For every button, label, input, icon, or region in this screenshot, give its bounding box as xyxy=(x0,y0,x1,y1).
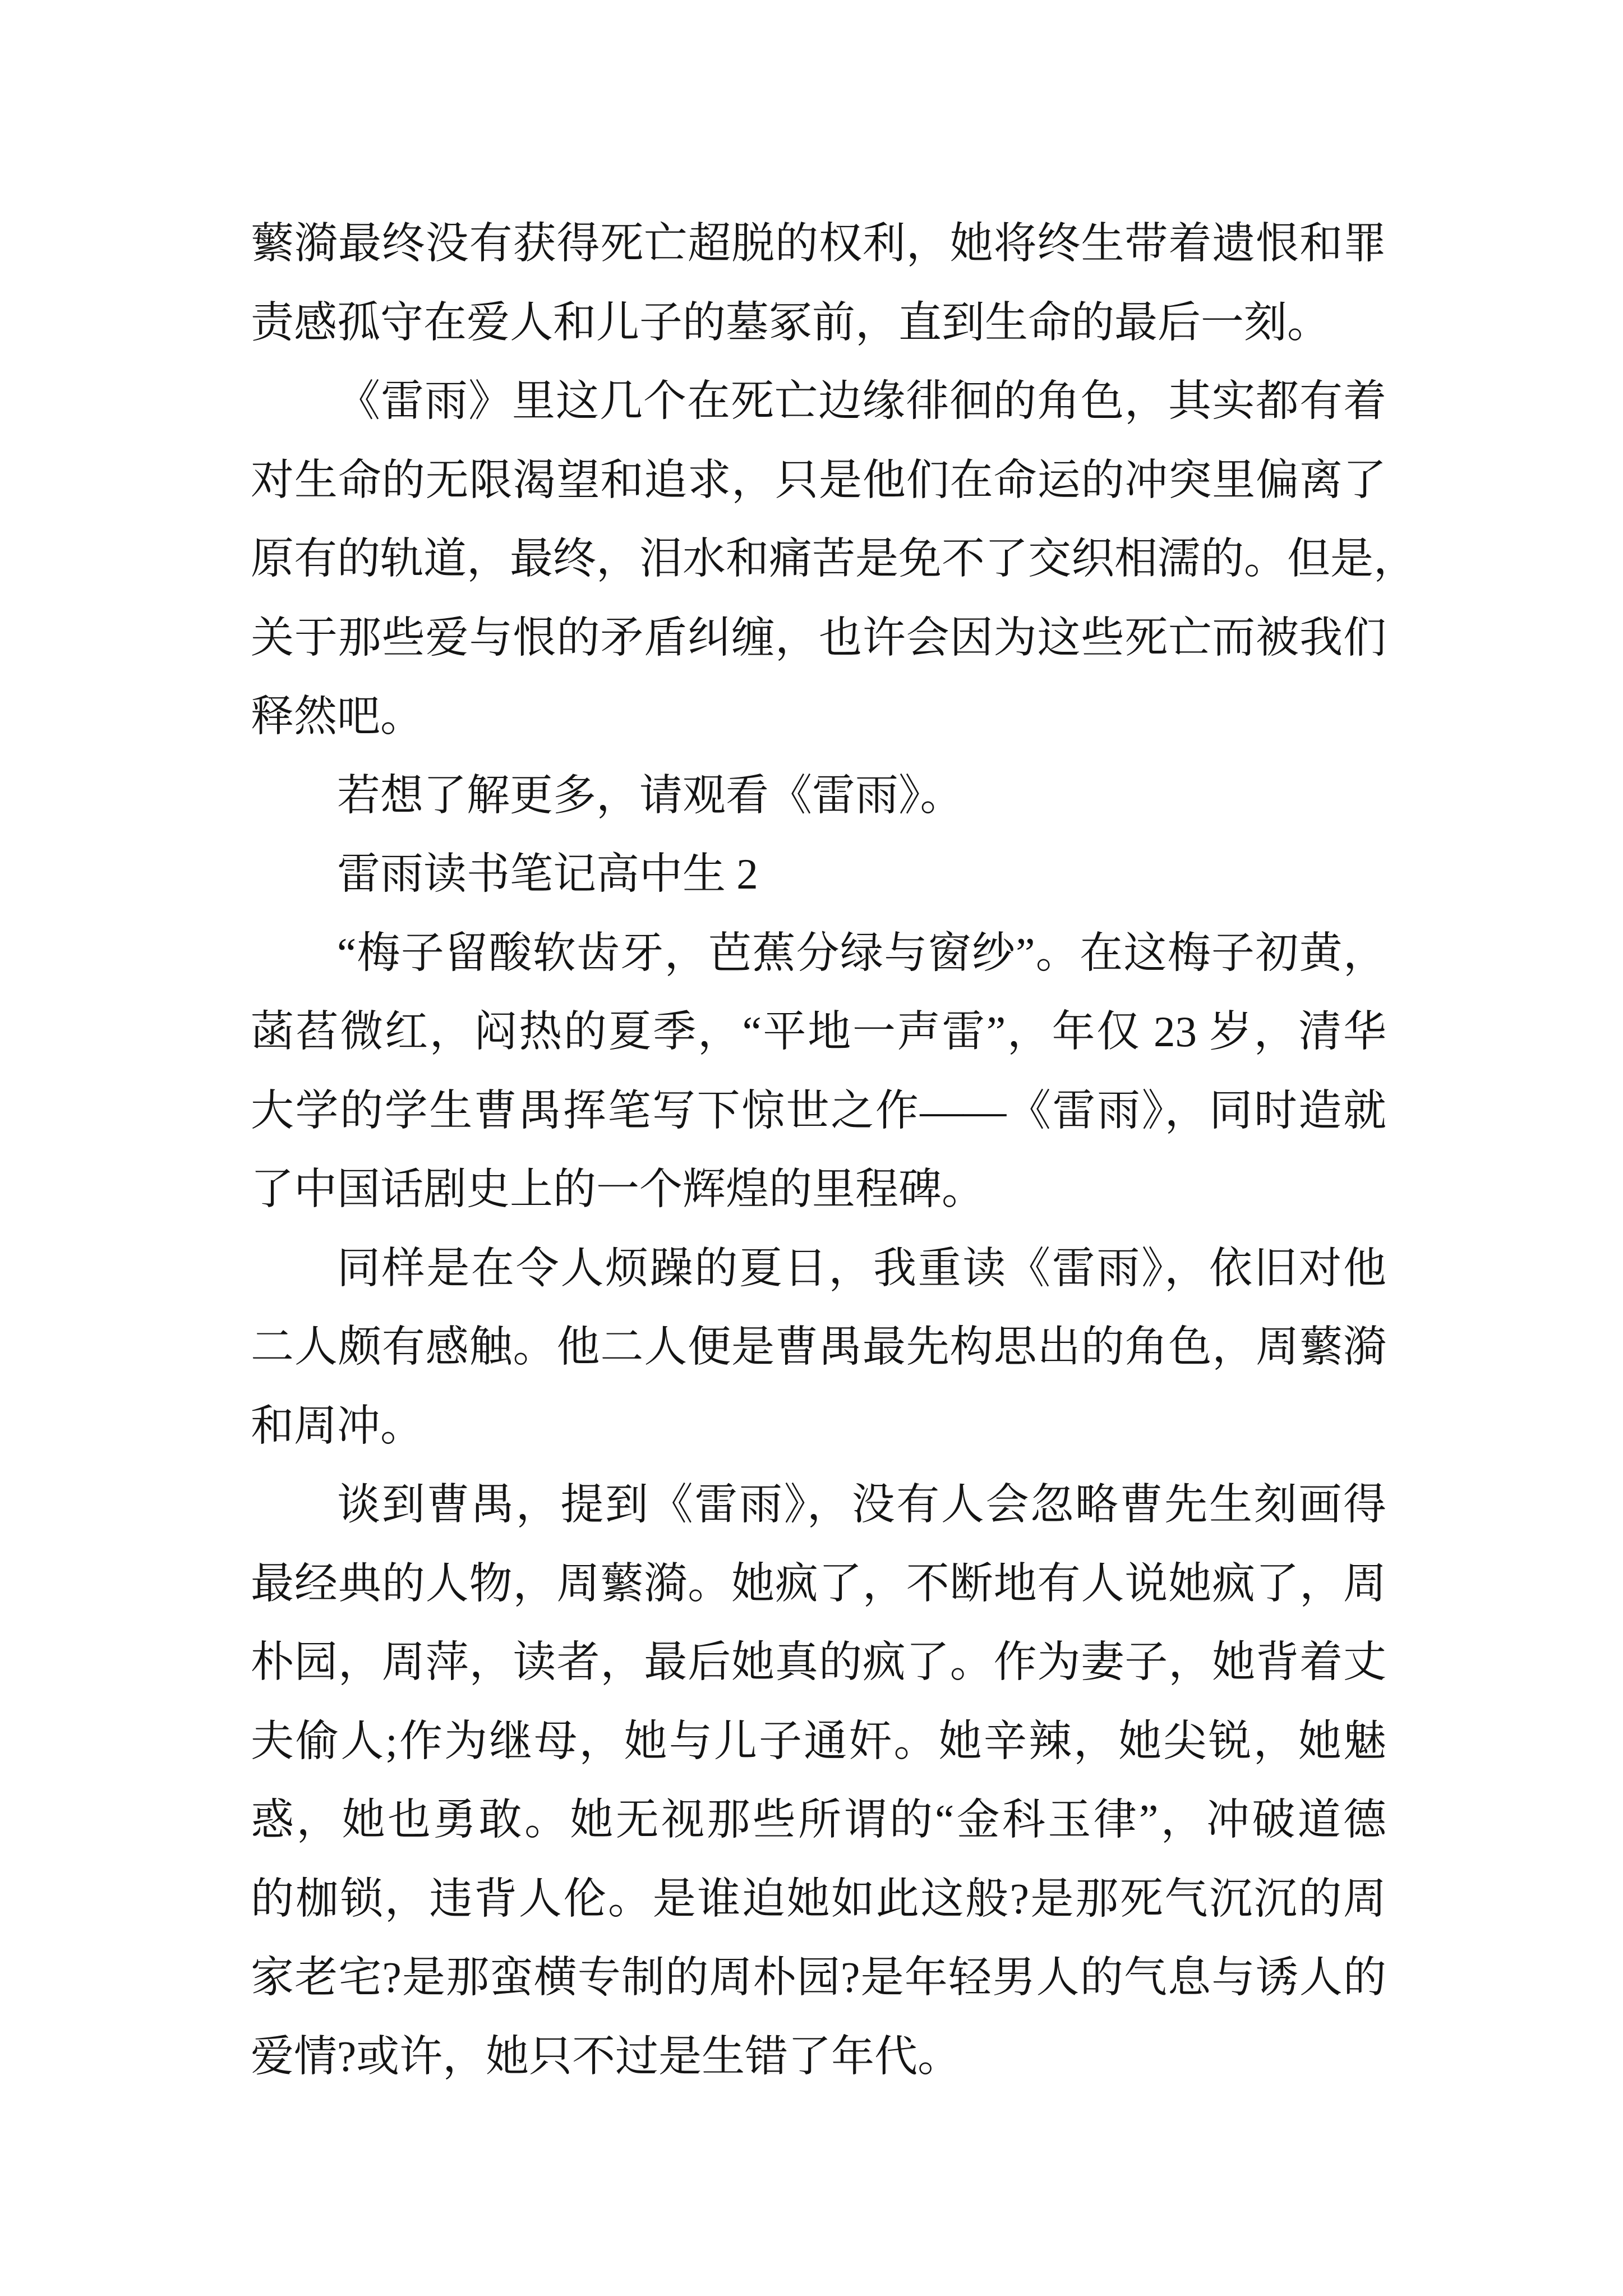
text-line: 谈到曹禺，提到《雷雨》，没有人会忽略曹先生刻画得 xyxy=(337,1480,1386,1529)
paragraph xyxy=(251,204,1386,362)
paragraph xyxy=(251,914,1386,1229)
text-line: 菡萏微红，闷热的夏季，“平地一声雷”，年仅 23 岁，清华 xyxy=(251,1007,1386,1056)
text-line: 朴园，周萍，读者，最后她真的疯了。作为妻子，她背着丈 xyxy=(251,1638,1386,1686)
document-body xyxy=(251,204,1417,2096)
text-line: 二人颇有感触。他二人便是曹禺最先构思出的角色，周蘩漪 xyxy=(251,1323,1386,1371)
text-line: 若想了解更多，请观看《雷雨》。 xyxy=(337,771,963,820)
text-line: 对生命的无限渴望和追求，只是他们在命运的冲突里偏离了 xyxy=(251,455,1386,504)
text-line: 家老宅?是那蛮横专制的周朴园?是年轻男人的气息与诱人的 xyxy=(251,1953,1386,2001)
text-line: 大学的学生曹禺挥笔写下惊世之作——《雷雨》，同时造就 xyxy=(251,1086,1386,1135)
text-line: 责感孤守在爱人和儿子的墓冢前，直到生命的最后一刻。 xyxy=(251,298,1330,347)
section-heading xyxy=(251,835,1386,914)
section-heading-text: 雷雨读书笔记高中生 2 xyxy=(337,850,758,898)
paragraph xyxy=(251,1465,1386,2096)
text-line: 原有的轨道，最终，泪水和痛苦是免不了交织相濡的。但是， xyxy=(251,535,1417,583)
paragraph xyxy=(251,756,1386,835)
text-line: 惑，她也勇敢。她无视那些所谓的“金科玉律”，冲破道德 xyxy=(251,1796,1386,1844)
paragraph xyxy=(251,362,1417,756)
text-line: 爱情?或许，她只不过是生错了年代。 xyxy=(251,2032,961,2081)
text-line: 和周冲。 xyxy=(251,1401,423,1450)
paragraph xyxy=(251,1229,1386,1466)
text-line: 《雷雨》里这几个在死亡边缘徘徊的角色，其实都有着 xyxy=(337,377,1386,425)
text-line: “梅子留酸软齿牙，芭蕉分绿与窗纱”。在这梅子初黄， xyxy=(337,928,1386,977)
text-line: 蘩漪最终没有获得死亡超脱的权利，她将终生带着遗恨和罪 xyxy=(251,219,1386,268)
text-line: 最经典的人物，周蘩漪。她疯了，不断地有人说她疯了，周 xyxy=(251,1559,1386,1608)
text-line: 关于那些爱与恨的矛盾纠缠，也许会因为这些死亡而被我们 xyxy=(251,613,1386,662)
text-line: 的枷锁，违背人伦。是谁迫她如此这般?是那死气沉沉的周 xyxy=(251,1874,1386,1923)
text-line: 了中国话剧史上的一个辉煌的里程碑。 xyxy=(251,1165,985,1213)
text-line: 同样是在令人烦躁的夏日，我重读《雷雨》，依旧对他 xyxy=(337,1244,1386,1292)
text-line: 夫偷人;作为继母，她与儿子通奸。她辛辣，她尖锐，她魅 xyxy=(251,1717,1386,1765)
text-line: 释然吧。 xyxy=(251,692,423,740)
